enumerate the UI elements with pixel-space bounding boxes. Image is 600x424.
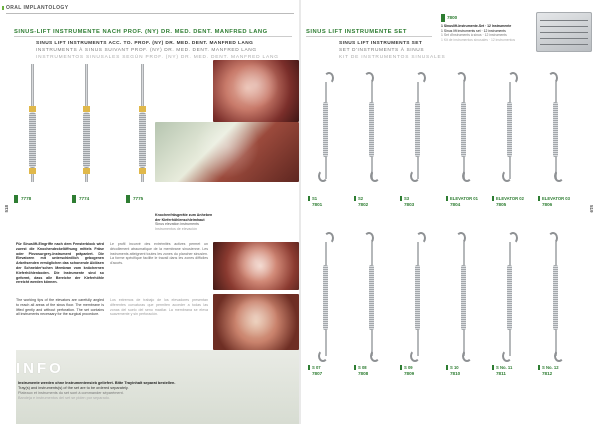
info-text-de: Instrumente werden ohne Instrumentensieb geliefert. Bitte Trayinhalt separat bestellen. xyxy=(18,381,176,385)
clinical-photo xyxy=(155,122,299,182)
code-marker xyxy=(72,195,76,203)
set-description xyxy=(441,24,515,42)
code-label: 7804 xyxy=(450,202,461,207)
set-code: 7800 xyxy=(447,15,458,20)
code-label: 7811 xyxy=(496,371,506,376)
left-subtitle-es: INSTRUMENTOS SINUSALES SEGÚN PROF. (NY) DR. MED. DENT. MANFRED LANG xyxy=(36,55,279,60)
instrument-7802[interactable] xyxy=(368,72,375,182)
ref-label: S 08 xyxy=(358,365,367,370)
code-label: 7809 xyxy=(404,371,415,376)
instrument-7803[interactable] xyxy=(414,72,421,182)
clinical-photo xyxy=(213,60,299,122)
text-german: Für Sinuslift-Eingriffe nach dem Fensterblock wird zuerst die Knochendeckelöffnung mittels Fräse oder Piezosurgery-Instrument präpariert. Die Elevatoren mit unterschiedlich gebogenen Arbeitsenden ermöglichen das schonende Ablösen der Schneider'schen Membran vom knöchernen Kieferhöhlenboden. Die Instrumente sind so geformt, dass alle Bereiche der Kieferhöhle erreicht werden können. xyxy=(16,242,104,285)
caption-es: Instrumentos de elevación xyxy=(155,226,197,231)
set-line: 1 Sinuslift-Instrumente-Set · 12 Instrumente xyxy=(441,24,512,28)
clinical-photo xyxy=(213,294,299,350)
left-title: SINUS-LIFT INSTRUMENTE NACH PROF. (NY) DR. MED. DENT. MANFRED LANG xyxy=(14,29,268,35)
ref-marker xyxy=(446,196,448,201)
ref-marker xyxy=(308,196,310,201)
instrument-7805[interactable] xyxy=(506,72,513,182)
ref-label: S2 xyxy=(358,196,364,201)
instrument-7804[interactable] xyxy=(460,72,467,182)
code-label: 7803 xyxy=(404,202,415,207)
ref-label: ELEVATOR 01 xyxy=(450,196,478,201)
code-label: 7774 xyxy=(79,196,90,201)
right-title: SINUS LIFT INSTRUMENTE SET xyxy=(306,29,407,35)
code-label: 7778 xyxy=(21,196,32,201)
right-subtitle-en: SINUS LIFT INSTRUMENTS SET xyxy=(339,41,423,46)
text-french: Le profil incurvé des extrémités actives permet un décollement atraumatique de la membrane sinusienne. Les instruments atteignent toutes les zones du plancher sinusien. La forme spécifique facilite le travail dans les zones difficiles d'accès. xyxy=(110,242,208,266)
ref-marker xyxy=(538,196,540,201)
ref-marker xyxy=(354,365,356,370)
instrument-7811[interactable] xyxy=(506,232,513,362)
instrument-7812[interactable] xyxy=(552,232,559,362)
ref-marker xyxy=(400,196,402,201)
section-marker xyxy=(2,6,4,10)
header-rule xyxy=(6,13,294,14)
code-marker xyxy=(14,195,18,203)
ref-label: S3 xyxy=(404,196,410,201)
title-rule xyxy=(306,36,432,37)
info-title: INFO xyxy=(16,360,64,377)
ref-marker xyxy=(400,365,402,370)
instrument-7809[interactable] xyxy=(414,232,421,362)
info-text-en: Tray(s) and instruments(s) of the set are to be ordered separately. xyxy=(18,386,129,390)
text-spanish: Los extremos de trabajo de los elevadores presentan diferentes curvaturas que permiten acceder a todas las zonas del suelo del seno maxilar. La membrana se eleva suavemente y sin perforación. xyxy=(110,298,208,317)
page-number: 519 xyxy=(589,205,594,213)
code-label: 7801 xyxy=(312,202,323,207)
info-text-es: Bandeja e instrumentos del set se piden por separado. xyxy=(18,396,111,400)
photo-caption xyxy=(155,213,213,231)
instrument-7774[interactable] xyxy=(82,64,91,182)
instrument-7778[interactable] xyxy=(28,64,37,182)
info-text-fr: Plateaux et instruments du set sont à commander séparément. xyxy=(18,391,124,395)
instrument-7775[interactable] xyxy=(138,64,147,182)
ref-label: S 10 xyxy=(450,365,459,370)
page-number: 518 xyxy=(4,205,9,213)
clinical-photo xyxy=(213,242,299,290)
instrument-tray[interactable] xyxy=(536,12,592,52)
ref-marker xyxy=(354,196,356,201)
ref-marker xyxy=(538,365,540,370)
ref-label: ELEVATOR 03 xyxy=(542,196,570,201)
text-english: The working tips of the elevators are carefully angled to reach all areas of the sinus floor. The membrane is lifted gently and without perforation. The set contains all instruments necessary for the surgical procedure. xyxy=(16,298,104,317)
caption-en: Sinus elevation instruments xyxy=(155,222,199,227)
title-rule xyxy=(14,36,292,37)
ref-label: S 07 xyxy=(312,365,321,370)
code-label: 7775 xyxy=(133,196,144,201)
code-label: 7807 xyxy=(312,371,323,376)
left-subtitle-fr: INSTRUMENTS À SINUS SUIVANT PROF. (NY) DR. MED. DENT. MANFRED LANG xyxy=(36,48,257,53)
code-marker xyxy=(126,195,130,203)
code-label: 7805 xyxy=(496,202,507,207)
left-subtitle-en: SINUS LIFT INSTRUMENTS ACC. TO. PROF. (NY) DR. MED. DENT. MANFRED LANG xyxy=(36,41,254,46)
page-gutter xyxy=(299,0,301,424)
section-label: ORAL IMPLANTOLOGY xyxy=(6,5,69,11)
ref-label: S1 xyxy=(312,196,318,201)
set-line: 1 Set d'instruments à sinus · 12 instruments xyxy=(441,33,507,38)
set-line: 1 Kit de instrumentos sinusales · 12 instrumentos xyxy=(441,37,516,42)
ref-label: S No. 12 xyxy=(542,365,559,370)
instrument-7806[interactable] xyxy=(552,72,559,182)
right-subtitle-fr: SET D'INSTRUMENTS À SINUS xyxy=(339,48,425,53)
instrument-7801[interactable] xyxy=(322,72,329,182)
code-marker xyxy=(441,14,445,22)
ref-label: ELEVATOR 02 xyxy=(496,196,524,201)
code-label: 7810 xyxy=(450,371,461,376)
ref-marker xyxy=(492,365,494,370)
ref-label: S No. 11 xyxy=(496,365,513,370)
ref-label: S 09 xyxy=(404,365,413,370)
code-label: 7802 xyxy=(358,202,369,207)
ref-marker xyxy=(308,365,310,370)
set-line: 1 Sinus lift instruments set · 12 instruments xyxy=(441,28,506,33)
instrument-7808[interactable] xyxy=(368,232,375,362)
code-label: 7806 xyxy=(542,202,553,207)
code-label: 7808 xyxy=(358,371,369,376)
instrument-7807[interactable] xyxy=(322,232,329,362)
instrument-7810[interactable] xyxy=(460,232,467,362)
ref-marker xyxy=(446,365,448,370)
right-subtitle-es: KIT DE INSTRUMENTOS SINUSALES xyxy=(339,55,446,60)
caption-de: Knochenfräsgeräte zum Anheben der Kieferhöhlenschleimhaut xyxy=(155,213,213,222)
ref-marker xyxy=(492,196,494,201)
code-label: 7812 xyxy=(542,371,553,376)
